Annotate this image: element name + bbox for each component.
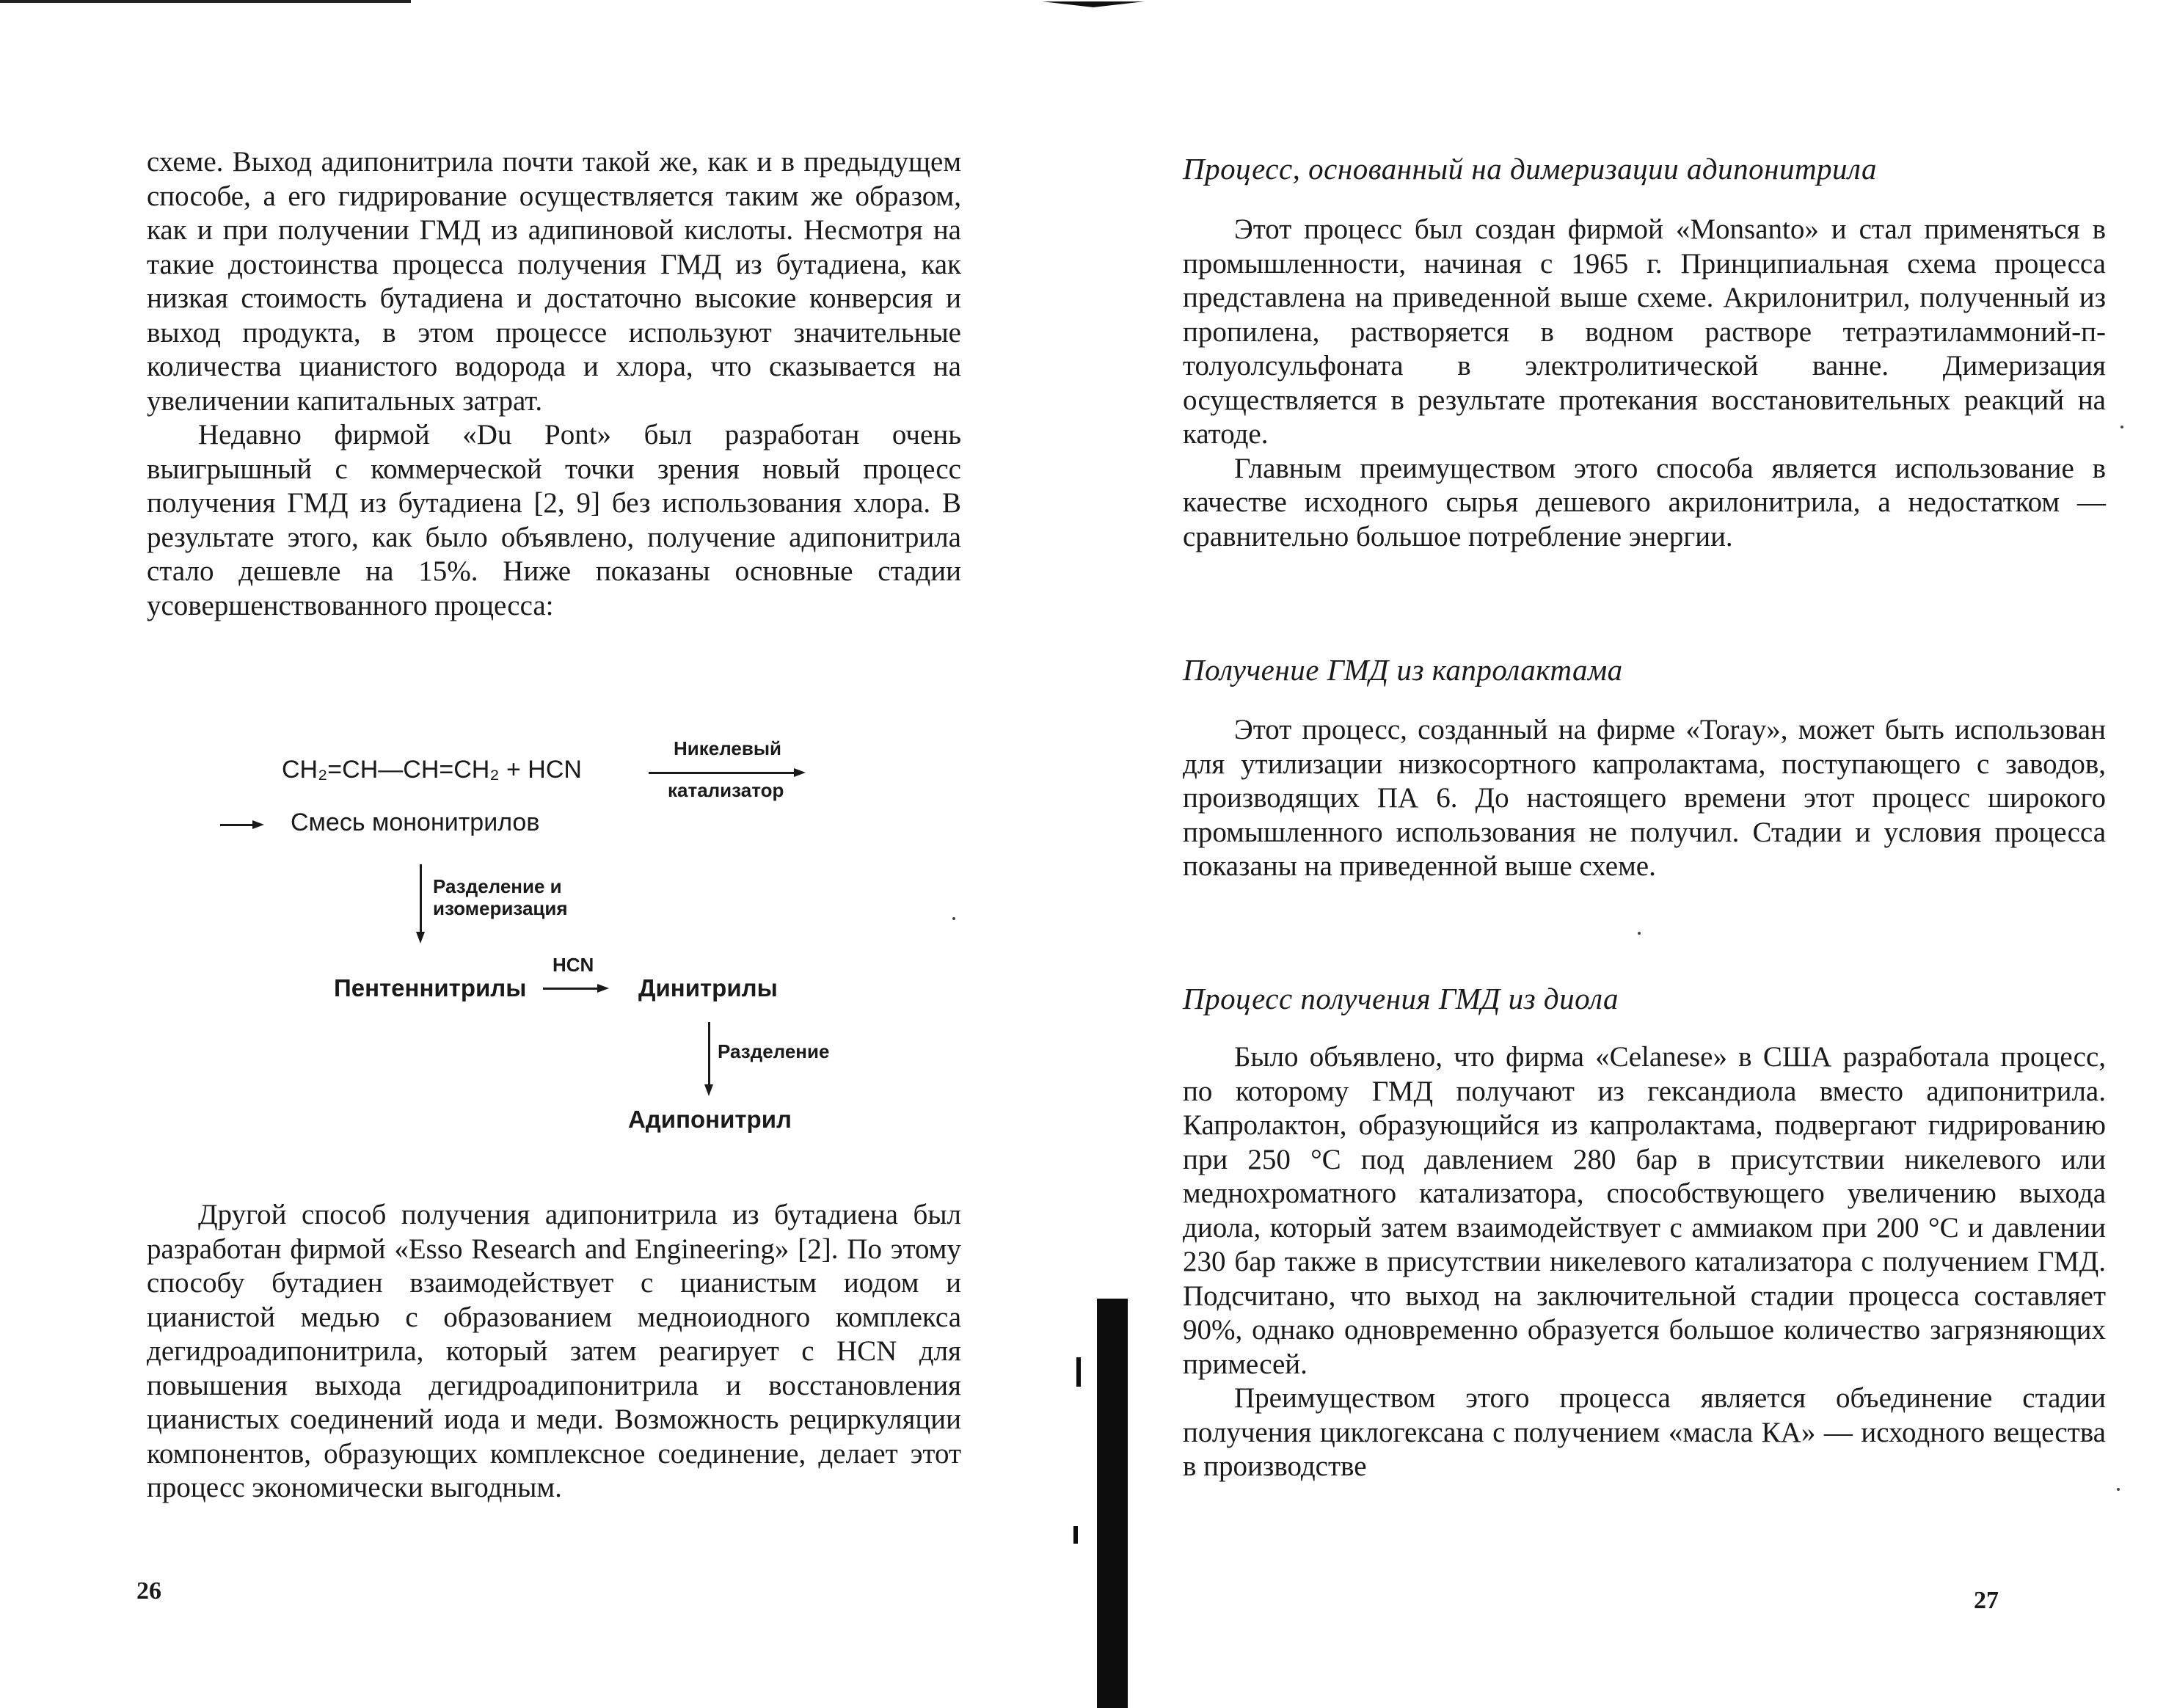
scheme-step-separation-isomerization-2: изомеризация: [433, 897, 568, 919]
scheme-step-separation-isomerization-1: Разделение и: [433, 875, 562, 897]
scheme-arrow-2-head: [252, 820, 264, 829]
scheme-arrow-5: [708, 1022, 710, 1088]
left-page: [0, 0, 1057, 1708]
scheme-catalyst-top: Никелевый: [674, 737, 782, 759]
scheme-reactants: CH₂=CH—CH=CH₂ + HCN: [282, 756, 582, 784]
scheme-arrow-4-head: [597, 984, 609, 993]
right-text-section-3: [1183, 1040, 2106, 1484]
right-page: [1093, 0, 2177, 1708]
scheme-pentenenitriles: Пентеннитрилы: [334, 974, 527, 1001]
scheme-step-separation: Разделение: [718, 1040, 830, 1062]
right-paragraph-1: Этот процесс был создан фирмой «Monsanto» и стал применяться в промышленности, начиная с 1965 г. Принципиальная схема процесса представлена на приведенной выше схеме. Акрилонитрил, полученный из пропилена, растворяется в водном растворе тетраэтиламмоний-п-толуолсульфоната в электролитической ванне. Димеризация осуществляется в результате протекания восстановительных реакций на катоде.: [1183, 213, 2106, 450]
scheme-arrow-1: [649, 772, 795, 774]
scheme-dinitriles: Динитрилы: [638, 974, 778, 1001]
left-paragraph-1: схеме. Выход адипонитрила почти такой же, как и в предыдущем способе, а его гидрирование осуществляется таким же образом, как и при получении ГМД из адипиновой кислоты. Несмотря на такие достоинства процесса получения ГМД из бутадиена, как низкая стоимость бутадиена и достаточно высокие конверсия и выход продукта, в этом процессе используют значительные количества цианистого водорода и хлора, что сказывается на увеличении капитальных затрат.: [147, 146, 961, 417]
right-paragraph-5: Преимуществом этого процесса является объединение стадии получения циклогексана с получением «масла КА» — исходного вещества в производстве: [1183, 1382, 2106, 1482]
left-text-upper: [147, 145, 961, 623]
right-paragraph-3: Этот процесс, созданный на фирме «Toray», может быть использован для утилизации низкосортного капролактама, поступающего с заводов, производящих ПА 6. До настоящего времени этот процесс широкого промышленного использования не получил. Стадии и условия процесса показаны на приведенной выше схеме.: [1183, 714, 2106, 882]
left-text-lower: [147, 1198, 961, 1506]
heading-diol: Процесс получения ГМД из диола: [1183, 982, 1619, 1015]
page-number-left: 26: [136, 1577, 161, 1605]
scheme-arrow-2: [220, 824, 254, 826]
heading-caprolactam: Получение ГМД из капролактама: [1183, 653, 1623, 687]
scheme-arrow-3: [420, 864, 422, 935]
scheme-hcn: HCN: [553, 954, 594, 976]
scheme-arrow-1-head: [794, 768, 806, 777]
left-paragraph-3: Другой способ получения адипонитрила из бутадиена был разработан фирмой «Esso Research and Engineering» [2]. По этому способу бутадиен взаимодействует с цианистым иодом и цианистой медью с образованием медноиодного комплекса дегидроадипонитрила, который затем реагирует с HCN для повышения выхода дегидроадипонитрила и восстановления цианистых соединений иода и меди. Возможность рециркуляции компонентов, образующих комплексное соединение, делает этот процесс экономически выгодным.: [147, 1199, 961, 1503]
scheme-product-mononitriles: Смесь мононитрилов: [291, 809, 540, 836]
speck: [952, 917, 955, 920]
scheme-catalyst-bottom: катализатор: [668, 779, 784, 801]
speck: [1638, 932, 1641, 935]
binding-fleck: [1076, 1357, 1081, 1387]
right-text-section-2: [1183, 713, 2106, 884]
scheme-arrow-3-head: [416, 932, 425, 944]
right-text-section-1: [1183, 213, 2106, 554]
heading-dimerization: Процесс, основанный на димеризации адипонитрила: [1183, 152, 1877, 186]
page-number-right: 27: [1974, 1587, 1999, 1614]
binding-fleck: [1073, 1526, 1078, 1544]
scheme-adiponitrile: Адипонитрил: [628, 1106, 792, 1133]
speck: [2121, 426, 2123, 428]
left-paragraph-2: Недавно фирмой «Du Pont» был разработан очень выигрышный с коммерческой точки зрения новый процесс получения ГМД из бутадиена [2, 9] без использования хлора. В результате этого, как было объявлено, получение адипонитрила стало дешевле на 15%. Ниже показаны основные стадии усовершенствованного процесса:: [147, 419, 961, 621]
right-paragraph-4: Было объявлено, что фирма «Celanese» в США разработала процесс, по которому ГМД получают из гександиола вместо адипонитрила. Капролактон, образующийся из капролактама, подвергают гидрированию при 250 °C под давлением 280 бар в присутствии никелевого или меднохроматного катализатора, способствующего увеличению выхода диола, который затем взаимодействует с аммиаком при 200 °C и давлении 230 бар также в присутствии никелевого катализатора с получением ГМД. Подсчитано, что выход на заключительной стадии процесса составляет 90%, однако одновременно образуется большое количество загрязняющих примесей.: [1183, 1041, 2106, 1380]
scheme-arrow-5-head: [704, 1084, 713, 1096]
speck: [2117, 1488, 2120, 1491]
right-paragraph-2: Главным преимуществом этого способа является использование в качестве исходного сырья дешевого акрилонитрила, а недостатком — сравнительно большое потребление энергии.: [1183, 452, 2106, 552]
scheme-arrow-4: [543, 988, 599, 990]
